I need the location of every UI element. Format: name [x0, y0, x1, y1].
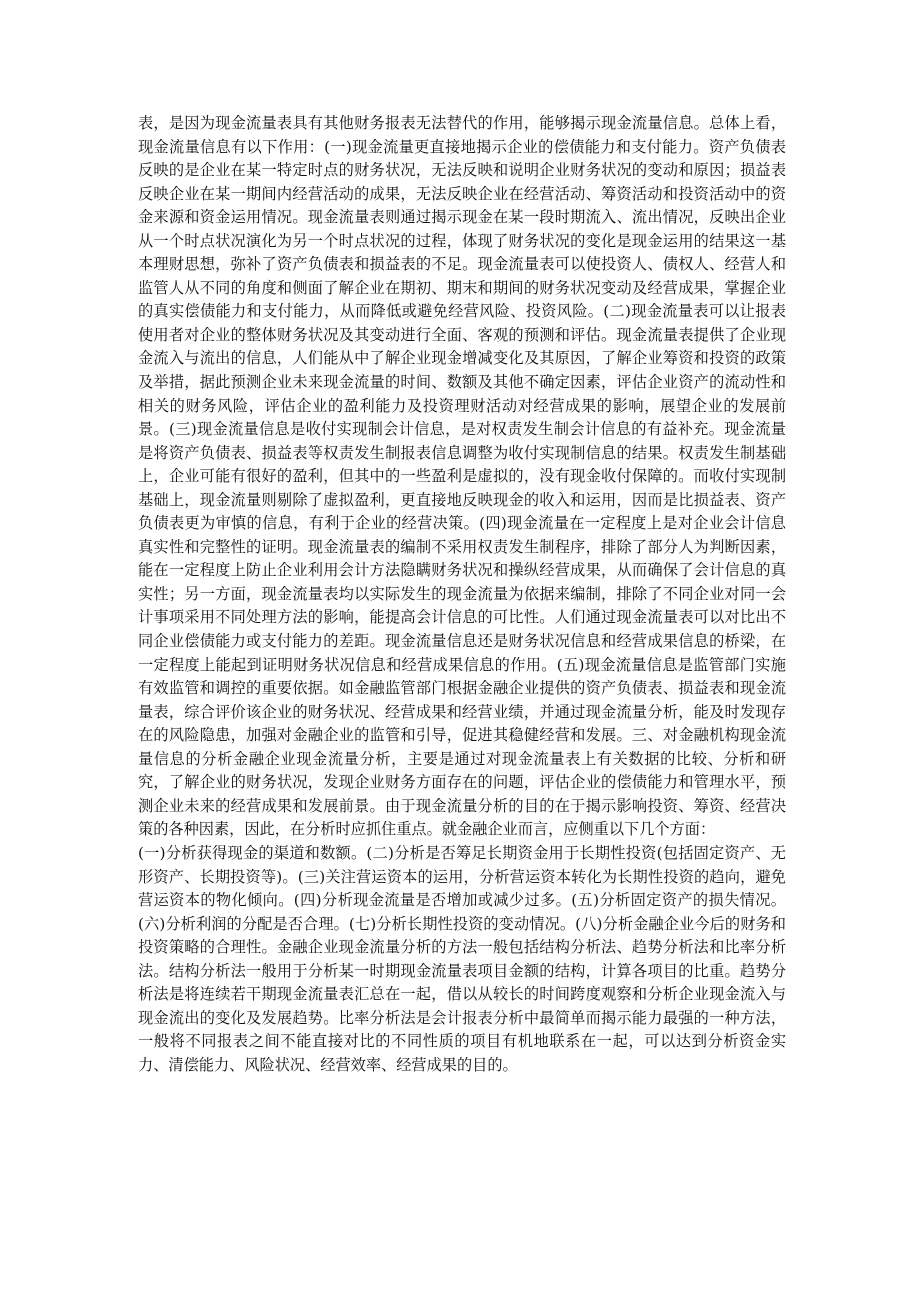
- paragraph: (一)分析获得现金的渠道和数额。(二)分析是否筹足长期资金用于长期性投资(包括固定资产、无形资产、长期投资等)。(三)关注营运资本的运用，分析营运资本转化为长期性投资的趋向，避免营运资本的物化倾向。(四)分析现金流量是否增加或减少过多。(五)分析固定资产的损失情况。(六)分析利润的分配是否合理。(七)分析长期性投资的变动情况。(八)分析金融企业今后的财务和投资策略的合理性。金融企业现金流量分析的方法一般包括结构分析法、趋势分析法和比率分析法。结构分析法一般用于分析某一时期现金流量表项目金额的结构，计算各项目的比重。趋势分析法是将连续若干期现金流量表汇总在一起，借以从较长的时间跨度观察和分析企业现金流入与现金流出的变化及发展趋势。比率分析法是会计报表分析中最简单而揭示能力最强的一种方法，一般将不同报表之间不能直接对比的不同性质的项目有机地联系在一起，可以达到分析资金实力、清偿能力、风险状况、经营效率、经营成果的目的。: [138, 843, 786, 1074]
- paragraph: 表，是因为现金流量表具有其他财务报表无法替代的作用，能够揭示现金流量信息。总体上看，现金流量信息有以下作用：(一)现金流量更直接地揭示企业的偿债能力和支付能力。资产负债表反映的是企业在某一特定时点的财务状况，无法反映和说明企业财务状况的变动和原因；损益表反映企业在某一期间内经营活动的成果，无法反映企业在经营活动、筹资活动和投资活动中的资金来源和资金运用情况。现金流量表则通过揭示现金在某一段时期流入、流出情况，反映出企业从一个时点状况演化为另一个时点状况的过程，体现了财务状况的变化是现金运用的结果这一基本理财思想，弥补了资产负债表和损益表的不足。现金流量表可以使投资人、债权人、经营人和监管人从不同的角度和侧面了解企业在期初、期末和期间的财务状况变动及经营成果，掌握企业的真实偿债能力和支付能力，从而降低或避免经营风险、投资风险。(二)现金流量表可以让报表使用者对企业的整体财务状况及其变动进行全面、客观的预测和评估。现金流量表提供了企业现金流入与流出的信息，人们能从中了解企业现金增减变化及其原因，了解企业筹资和投资的政策及举措，据此预测企业未来现金流量的时间、数额及其他不确定因素，评估企业资产的流动性和相关的财务风险，评估企业的盈利能力及投资理财活动对经营成果的影响，展望企业的发展前景。(三)现金流量信息是收付实现制会计信息，是对权责发生制会计信息的有益补充。现金流量是将资产负债表、损益表等权责发生制报表信息调整为收付实现制信息的结果。权责发生制基础上，企业可能有很好的盈利，但其中的一些盈利是虚拟的，没有现金收付保障的。而收付实现制基础上，现金流量则剔除了虚拟盈利，更直接地反映现金的收入和运用，因而是比损益表、资产负债表更为审慎的信息，有利于企业的经营决策。(四)现金流量在一定程度上是对企业会计信息真实性和完整性的证明。现金流量表的编制不采用权责发生制程序，排除了部分人为判断因素，能在一定程度上防止企业利用会计方法隐瞒财务状况和操纵经营成果，从而确保了会计信息的真实性；另一方面，现金流量表均以实际发生的现金流量为依据来编制，排除了不同企业对同一会计事项采用不同处理方法的影响，能提高会计信息的可比性。人们通过现金流量表可以对比出不同企业偿债能力或支付能力的差距。现金流量信息还是财务状况信息和经营成果信息的桥梁，在一定程度上能起到证明财务状况信息和经营成果信息的作用。(五)现金流量信息是监管部门实施有效监管和调控的重要依据。如金融监管部门根据金融企业提供的资产负债表、损益表和现金流量表，综合评价该企业的财务状况、经营成果和经营业绩，并通过现金流量分析，能及时发现存在的风险隐患，加强对金融企业的监管和引导，促进其稳健经营和发展。三、对金融机构现金流量信息的分析金融企业现金流量分析，主要是通过对现金流量表上有关数据的比较、分析和研究，了解企业的财务状况，发现企业财务方面存在的问题，评估企业的偿债能力和管理水平，预测企业未来的经营成果和发展前景。由于现金流量分析的目的在于揭示影响投资、筹资、经营决策的各种因素，因此，在分析时应抓住重点。就金融企业而言，应侧重以下几个方面：: [138, 114, 786, 839]
- document-body: [138, 112, 786, 1077]
